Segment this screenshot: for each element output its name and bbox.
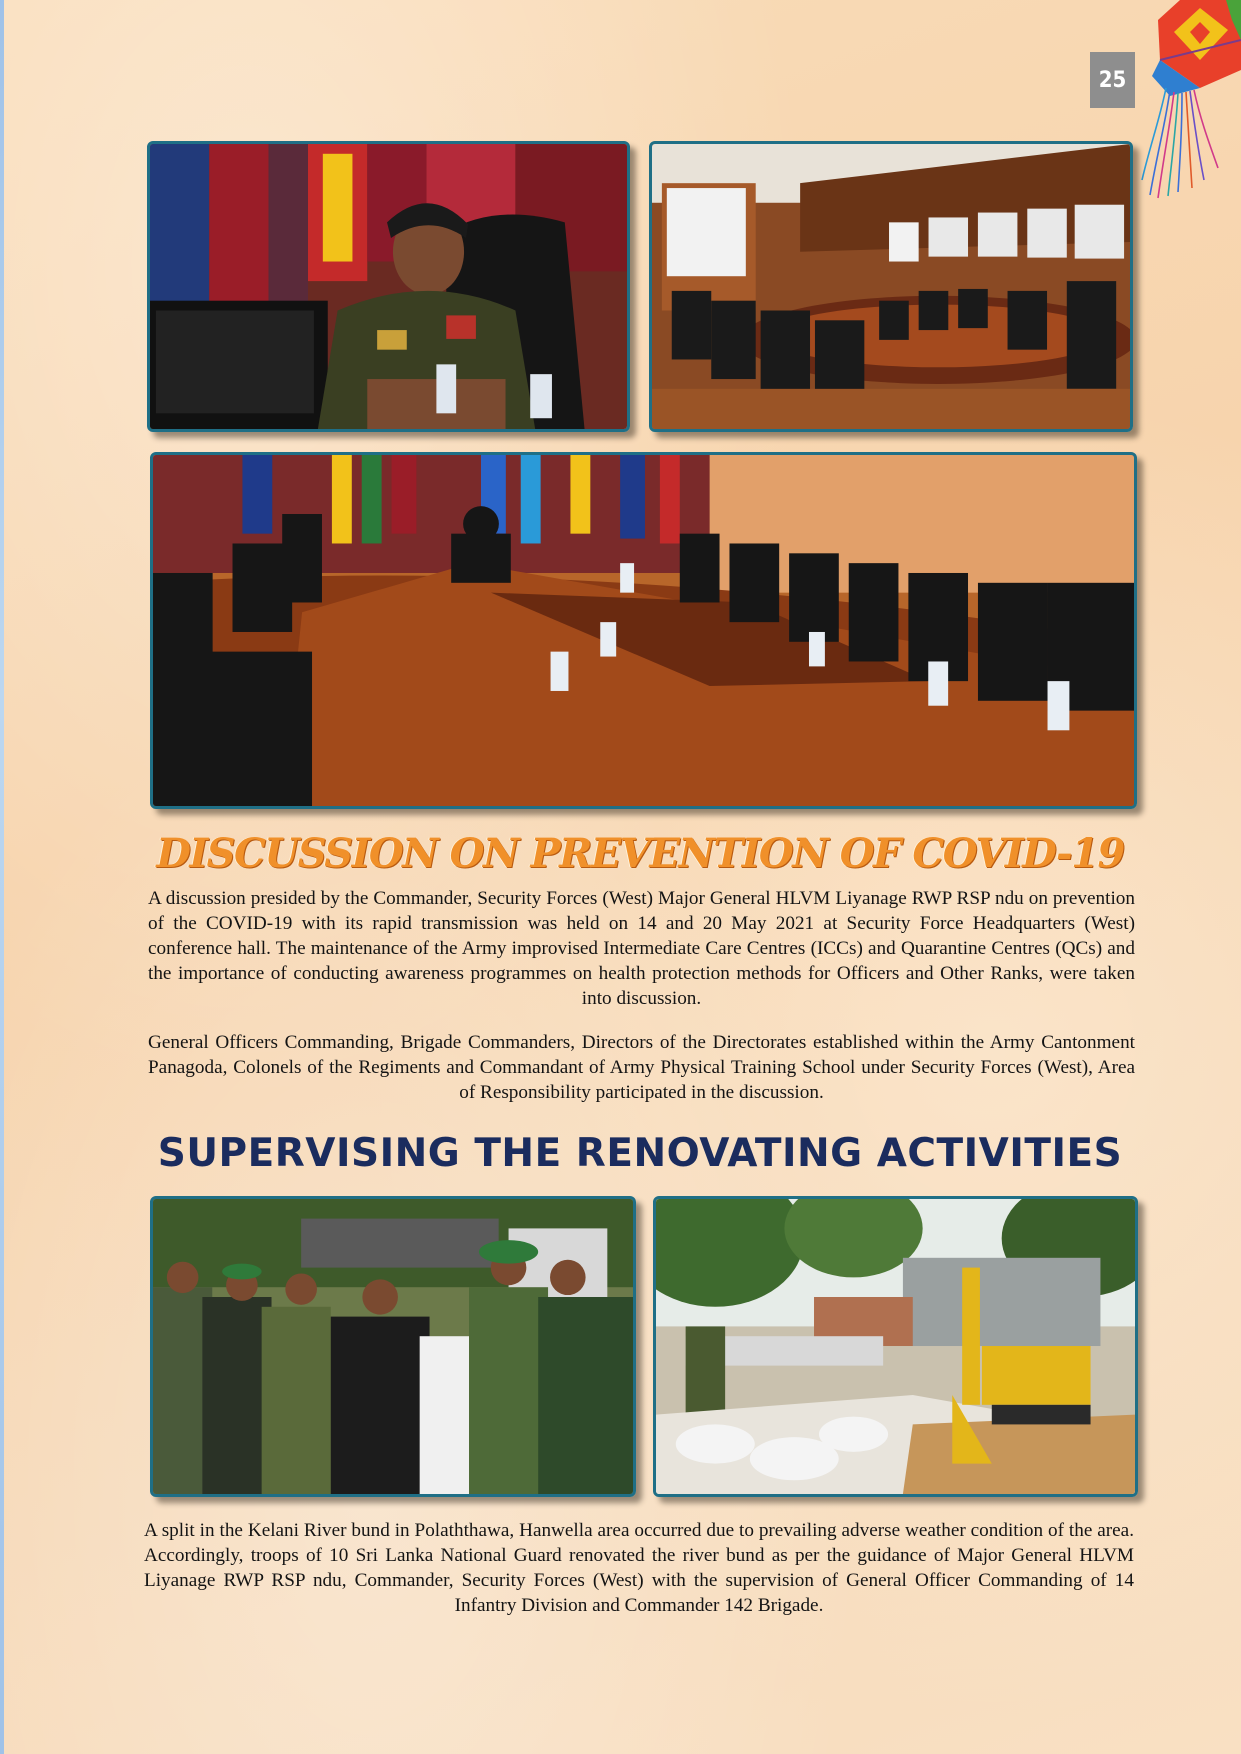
photo-commander-at-desk: [147, 141, 630, 432]
renovation-section-title: SUPERVISING THE RENOVATING ACTIVITIES: [157, 1131, 1123, 1176]
photo-officers-on-site: [150, 1196, 636, 1497]
covid-paragraph-1: A discussion presided by the Commander, Security Forces (West) Major General HLVM Liyanage RWP RSP ndu on prevention of the COVID-19 with its rapid transmission was held on 14 and 20 May 2021 at Security Force Headquarters (West) conference hall. The maintenance of the Army improvised Intermediate Care Centres (ICCs) and Quarantine Centres (QCs) and the importance of conducting awareness programmes on health protection methods for Officers and Other Ranks, were taken into discussion.: [148, 888, 1135, 1009]
photo-meeting-table: [150, 452, 1137, 809]
renovation-paragraph: A split in the Kelani River bund in Polaththawa, Hanwella area occurred due to prevailing adverse weather condition of the area. Accordingly, troops of 10 Sri Lanka National Guard renovated the river bund as per the guidance of Major General HLVM Liyanage RWP RSP ndu, Commander, Security Forces (West) with the supervision of General Officer Commanding of 14 Infantry Division and Commander 142 Brigade.: [144, 1520, 1134, 1616]
photo-conference-room: [649, 141, 1133, 432]
page-edge-strip: [0, 0, 4, 1754]
covid-section-title: DISCUSSION ON PREVENTION OF COVID-19: [156, 830, 1124, 877]
photo-river-bund-repair: [653, 1196, 1138, 1497]
covid-paragraph-2: General Officers Commanding, Brigade Commanders, Directors of the Directorates established within the Army Cantonment Panagoda, Colonels of the Regiments and Commandant of Army Physical Training School under Security Forces (West), Area of Responsibility participated in the discussion.: [148, 1032, 1135, 1103]
page-number: 25: [1090, 52, 1135, 108]
kite-icon: [1140, 0, 1241, 200]
